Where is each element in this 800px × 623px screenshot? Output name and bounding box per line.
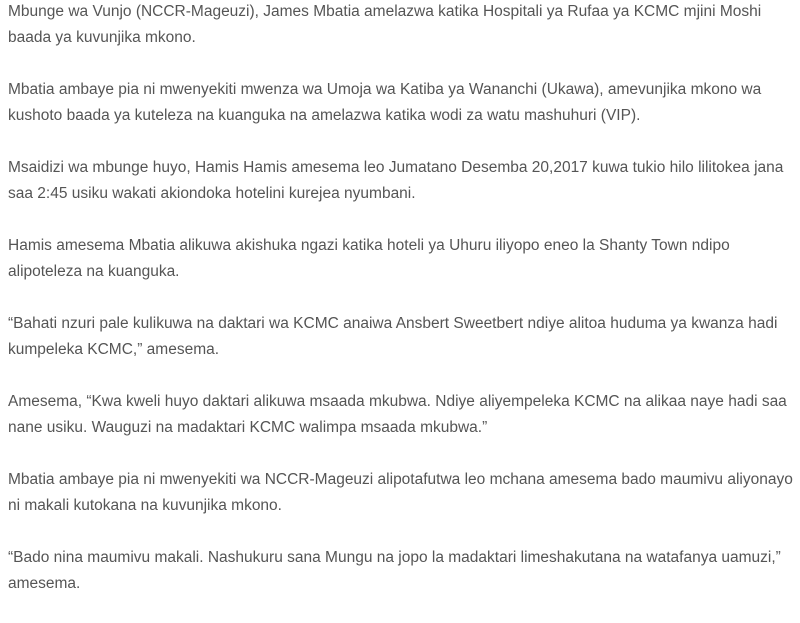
article-paragraph: “Bado nina maumivu makali. Nashukuru sana Mungu na jopo la madaktari limeshakutana na watafanya uamuzi,” amesema.	[8, 549, 781, 592]
article-paragraph: “Bahati nzuri pale kulikuwa na daktari wa KCMC anaiwa Ansbert Sweetbert ndiye alitoa huduma ya kwanza hadi kumpeleka KCMC,” amesema.	[8, 315, 778, 358]
article-paragraph: Mbatia ambaye pia ni mwenyekiti wa NCCR-Mageuzi alipotafutwa leo mchana amesema bado maumivu aliyonayo ni makali kutokana na kuvunjika mkono.	[8, 471, 793, 514]
article-paragraph: Mbunge wa Vunjo (NCCR-Mageuzi), James Mbatia amelazwa katika Hospitali ya Rufaa ya KCMC mjini Moshi baada ya kuvunjika mkono.	[8, 3, 762, 46]
article-paragraph: Amesema, “Kwa kweli huyo daktari alikuwa msaada mkubwa. Ndiye aliyempeleka KCMC na alikaa naye hadi saa nane usiku. Wauguzi na madaktari KCMC walimpa msaada mkubwa.”	[8, 393, 787, 436]
article-paragraph: Mbatia ambaye pia ni mwenyekiti mwenza wa Umoja wa Katiba ya Wananchi (Ukawa), amevunjika mkono wa kushoto baada ya kuteleza na kuanguka na amelazwa katika wodi za watu mashuhuri (VIP).	[8, 81, 762, 124]
article-paragraph: Hamis amesema Mbatia alikuwa akishuka ngazi katika hoteli ya Uhuru iliyopo eneo la Shanty Town ndipo alipoteleza na kuanguka.	[8, 237, 730, 280]
article-body	[8, 0, 793, 623]
article-paragraph: Msaidizi wa mbunge huyo, Hamis Hamis amesema leo Jumatano Desemba 20,2017 kuwa tukio hilo lilitokea jana saa 2:45 usiku wakati akiondoka hotelini kurejea nyumbani.	[8, 159, 784, 202]
